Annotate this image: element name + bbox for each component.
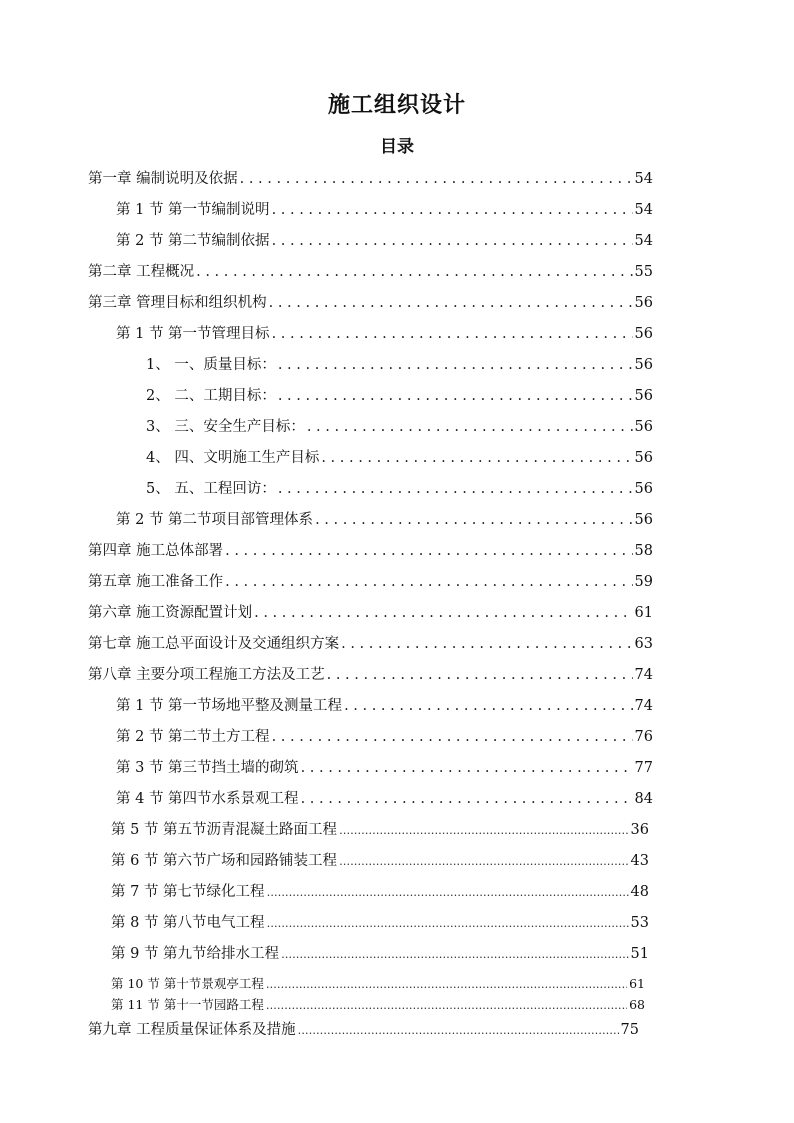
toc-entry[interactable] bbox=[88, 292, 653, 314]
toc-leader-dots bbox=[298, 1019, 619, 1042]
toc-entry[interactable] bbox=[146, 447, 653, 469]
toc-entry-page: 56 bbox=[634, 450, 653, 466]
toc-entry[interactable] bbox=[88, 664, 653, 686]
toc-entry[interactable] bbox=[146, 416, 653, 438]
toc-heading: 目录 bbox=[380, 137, 414, 157]
toc-entry-page: 84 bbox=[634, 791, 653, 807]
toc-leader-dots bbox=[196, 261, 632, 283]
toc-entry-label: 第 2 节 第二节项目部管理体系 bbox=[116, 512, 314, 528]
toc-entry[interactable] bbox=[116, 199, 653, 221]
toc-leader-dots bbox=[281, 943, 628, 966]
toc-entry[interactable] bbox=[111, 943, 649, 965]
toc-entry[interactable] bbox=[111, 994, 645, 1016]
toc-entry[interactable] bbox=[116, 230, 653, 252]
toc-entry[interactable] bbox=[111, 850, 649, 872]
toc-entry-label: 第 3 节 第三节挡土墙的砌筑 bbox=[116, 760, 299, 776]
toc-entry-page: 53 bbox=[630, 915, 649, 931]
toc-leader-dots bbox=[254, 602, 632, 624]
toc-entry-label: 第 7 节 第七节绿化工程 bbox=[111, 884, 265, 900]
toc-entry[interactable] bbox=[116, 757, 653, 779]
toc-entry-page: 74 bbox=[634, 667, 653, 683]
toc-entry-label: 第 2 节 第二节土方工程 bbox=[116, 729, 270, 745]
toc-entry-page: 51 bbox=[630, 946, 649, 962]
toc-leader-dots bbox=[301, 757, 633, 779]
toc-leader-dots bbox=[341, 633, 632, 655]
document-title: 施工组织设计 bbox=[327, 92, 466, 118]
toc-entry[interactable] bbox=[88, 168, 653, 190]
toc-entry-label: 第七章 施工总平面设计及交通组织方案 bbox=[88, 636, 340, 652]
toc-entry-label: 第四章 施工总体部署 bbox=[88, 543, 224, 559]
toc-entry-page: 68 bbox=[629, 997, 645, 1012]
toc-entry-label: 第三章 管理目标和组织机构 bbox=[88, 295, 267, 311]
toc-entry[interactable] bbox=[116, 695, 653, 717]
toc-entry[interactable] bbox=[146, 478, 653, 500]
toc-leader-dots bbox=[267, 912, 629, 935]
toc-entry-label: 第一章 编制说明及依据 bbox=[88, 171, 238, 187]
toc-leader-dots bbox=[339, 819, 628, 842]
toc-entry[interactable] bbox=[88, 633, 653, 655]
toc-leader-dots bbox=[307, 416, 633, 438]
toc-entry-label: 第六章 施工资源配置计划 bbox=[88, 605, 253, 621]
toc-leader-dots bbox=[272, 199, 633, 221]
toc-entry-page: 54 bbox=[634, 233, 653, 249]
toc-entry-label: 第 6 节 第六节广场和园路铺装工程 bbox=[111, 853, 338, 869]
toc-entry-label: 第 1 节 第一节编制说明 bbox=[116, 202, 270, 218]
toc-entry[interactable] bbox=[146, 385, 653, 407]
toc-entry-page: 56 bbox=[634, 388, 653, 404]
toc-entry-page: 55 bbox=[634, 264, 653, 280]
toc-entry-label: 第 1 节 第一节管理目标 bbox=[116, 326, 270, 342]
toc-entry[interactable] bbox=[88, 540, 653, 562]
toc-entry-page: 36 bbox=[630, 822, 649, 838]
toc-entry-page: 56 bbox=[634, 295, 653, 311]
toc-leader-dots bbox=[327, 664, 633, 686]
toc-leader-dots bbox=[321, 447, 632, 469]
toc-leader-dots bbox=[301, 788, 633, 810]
toc-entry-label: 第五章 施工准备工作 bbox=[88, 574, 224, 590]
toc-leader-dots bbox=[344, 695, 632, 717]
toc-entry[interactable] bbox=[116, 509, 653, 531]
toc-entry-label: 第二章 工程概况 bbox=[88, 264, 195, 280]
toc-entry-label: 第 9 节 第九节给排水工程 bbox=[111, 946, 280, 962]
toc-entry-page: 43 bbox=[630, 853, 649, 869]
toc-entry-label: 第 5 节 第五节沥青混凝土路面工程 bbox=[111, 822, 338, 838]
toc-entry-label: 2、 二、工期目标： bbox=[146, 388, 276, 404]
toc-leader-dots bbox=[266, 994, 627, 1017]
toc-entry-page: 56 bbox=[634, 419, 653, 435]
toc-entry-label: 5、 五、工程回访： bbox=[146, 481, 276, 497]
toc-entry-label: 第 10 节 第十节景观亭工程 bbox=[111, 976, 264, 991]
toc-entry[interactable] bbox=[116, 323, 653, 345]
toc-entry-label: 第 8 节 第八节电气工程 bbox=[111, 915, 265, 931]
toc-entry[interactable] bbox=[88, 261, 653, 283]
toc-entry-page: 59 bbox=[634, 574, 653, 590]
toc-entry[interactable] bbox=[146, 354, 653, 376]
toc-entry-page: 75 bbox=[620, 1022, 639, 1038]
toc-leader-dots bbox=[272, 323, 633, 345]
toc-entry[interactable] bbox=[88, 571, 653, 593]
toc-entry-label: 第 4 节 第四节水系景观工程 bbox=[116, 791, 299, 807]
toc-entry-label: 第 2 节 第二节编制依据 bbox=[116, 233, 270, 249]
toc-leader-dots bbox=[272, 726, 633, 748]
toc-entry[interactable] bbox=[111, 819, 649, 841]
toc-leader-dots bbox=[272, 230, 633, 252]
toc-leader-dots bbox=[266, 973, 627, 996]
toc-entry-page: 54 bbox=[634, 202, 653, 218]
toc-leader-dots bbox=[315, 509, 632, 531]
toc-entry[interactable] bbox=[116, 726, 653, 748]
toc-leader-dots bbox=[278, 354, 633, 376]
toc-leader-dots bbox=[269, 292, 633, 314]
toc-leader-dots bbox=[267, 881, 629, 904]
toc-entry[interactable] bbox=[111, 881, 649, 903]
toc-entry-page: 54 bbox=[634, 171, 653, 187]
toc-entry[interactable] bbox=[88, 602, 653, 624]
toc-entry-page: 48 bbox=[630, 884, 649, 900]
toc-entry[interactable] bbox=[111, 973, 645, 995]
toc-leader-dots bbox=[225, 571, 632, 593]
toc-entry-page: 56 bbox=[634, 326, 653, 342]
toc-entry[interactable] bbox=[111, 912, 649, 934]
toc-entry[interactable] bbox=[88, 1019, 639, 1041]
toc-leader-dots bbox=[278, 478, 633, 500]
toc-entry-page: 74 bbox=[634, 698, 653, 714]
toc-entry-page: 56 bbox=[634, 357, 653, 373]
toc-entry-label: 4、 四、文明施工生产目标 bbox=[146, 450, 320, 466]
toc-entry[interactable] bbox=[116, 788, 653, 810]
toc-entry-page: 61 bbox=[629, 976, 645, 991]
toc-entry-page: 76 bbox=[634, 729, 653, 745]
toc-entry-page: 77 bbox=[634, 760, 653, 776]
toc-entry-page: 61 bbox=[634, 605, 653, 621]
toc-entry-label: 第 11 节 第十一节园路工程 bbox=[111, 997, 264, 1012]
toc-entry-page: 56 bbox=[634, 481, 653, 497]
toc-leader-dots bbox=[225, 540, 632, 562]
toc-entry-page: 63 bbox=[634, 636, 653, 652]
toc-entry-page: 58 bbox=[634, 543, 653, 559]
toc-entry-label: 1、 一、质量目标： bbox=[146, 357, 276, 373]
toc-leader-dots bbox=[278, 385, 633, 407]
toc-entry-label: 第 1 节 第一节场地平整及测量工程 bbox=[116, 698, 343, 714]
toc-entry-label: 3、 三、安全生产目标： bbox=[146, 419, 305, 435]
toc-entry-page: 56 bbox=[634, 512, 653, 528]
toc-entry-label: 第九章 工程质量保证体系及措施 bbox=[88, 1022, 296, 1038]
toc-leader-dots bbox=[240, 168, 633, 190]
toc-leader-dots bbox=[339, 850, 628, 873]
toc-entry-label: 第八章 主要分项工程施工方法及工艺 bbox=[88, 667, 325, 683]
